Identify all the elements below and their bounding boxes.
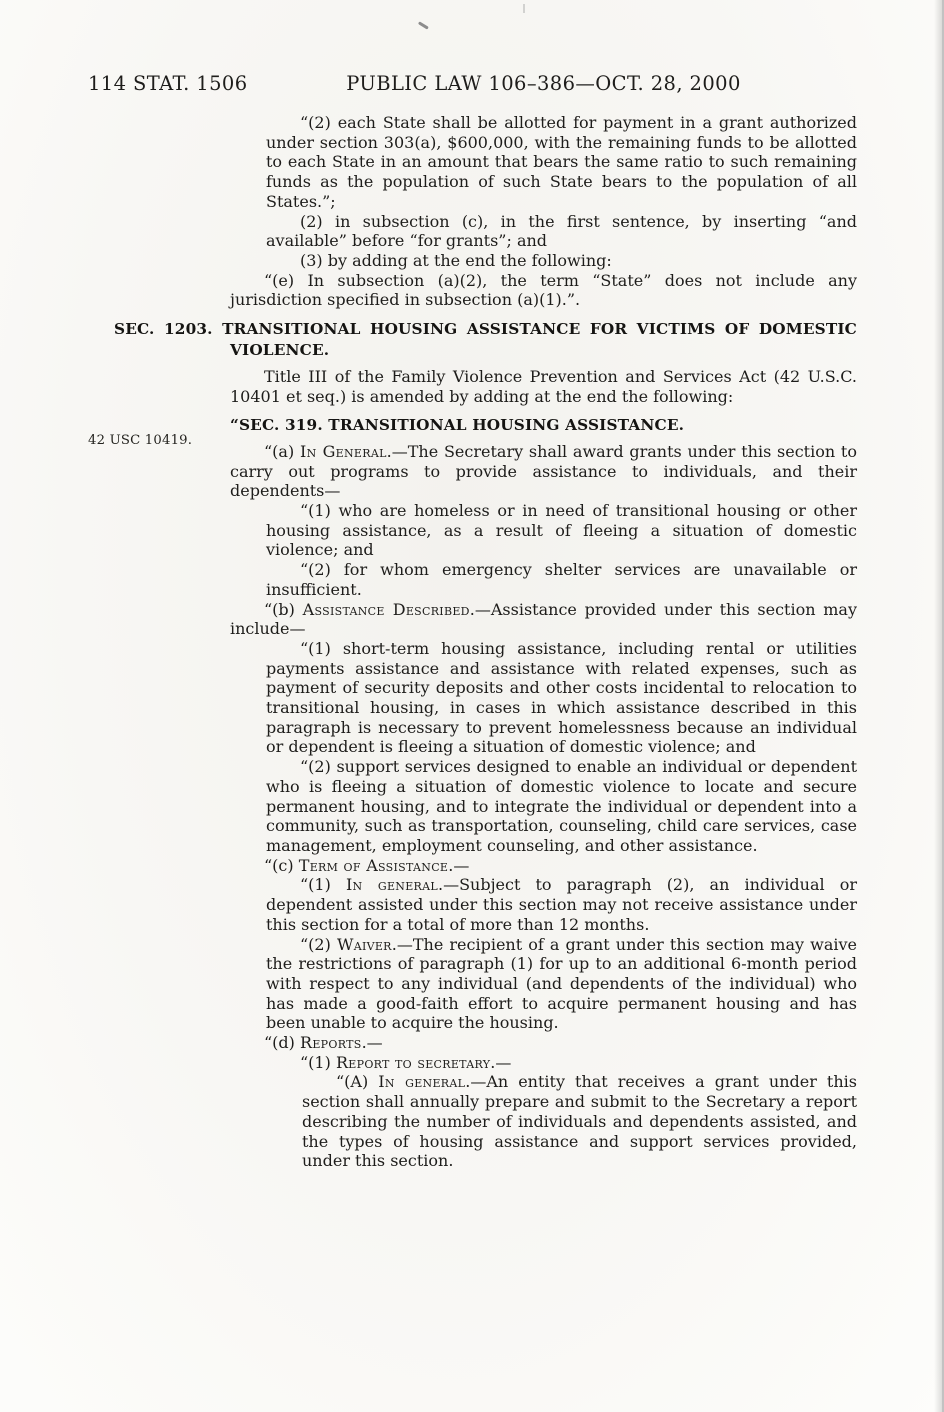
text-run: .—The Secretary shall award grants under this section to carry out programs to provide assistance to individuals, and their dependents—: [230, 441, 857, 501]
para-d-1-a-in-general: [302, 1072, 857, 1171]
para-c-term-of-assistance: [230, 856, 857, 876]
small-caps-heading: Assistance Described: [302, 599, 470, 619]
para-d-reports: [230, 1033, 857, 1053]
text-run: “(2) each State shall be allotted for payment in a grant authorized under section 303(a), $600,000, with the remaining funds to be allotted to each State in an amount that bears the same ratio to such remaining funds as the population of such State bears to the population of all States.”;: [266, 113, 857, 211]
text-run: “(2): [300, 934, 337, 954]
para-amendment-2-subsection-c: [266, 212, 857, 251]
text-run: “(A): [336, 1072, 379, 1092]
text-run: .—: [361, 1033, 383, 1053]
para-amendment-3: [266, 251, 857, 271]
small-caps-heading: Term of Assistance: [298, 855, 449, 875]
text-run: “(2) for whom emergency shelter services are unavailable or insufficient.: [266, 560, 857, 599]
text-run: “(1): [300, 875, 346, 895]
text-run: .—: [448, 855, 470, 875]
public-law-title: PUBLIC LAW 106–386—OCT. 28, 2000: [346, 72, 741, 95]
text-run: “(b): [264, 599, 303, 619]
para-b-2-support-services: [266, 757, 857, 856]
small-caps-heading: In general: [345, 875, 438, 895]
para-b-assistance-described: [230, 600, 857, 639]
small-caps-heading: In General: [299, 441, 387, 461]
para-a-in-general: [230, 442, 857, 501]
text-run: .—: [490, 1052, 512, 1072]
para-c-2-waiver: [266, 935, 857, 1034]
small-caps-heading: In general: [378, 1072, 466, 1092]
sec-319-heading: [230, 415, 857, 436]
text-run: (2) in subsection (c), in the first sentence, by inserting “and available” before “for grants”; and: [266, 211, 857, 251]
para-title-iii-amended: [230, 367, 857, 406]
text-run: SEC. 1203. TRANSITIONAL HOUSING ASSISTANCE FOR VICTIMS OF DOMESTIC VIOLENCE.: [114, 320, 857, 359]
small-caps-heading: Report to secretary: [335, 1052, 491, 1072]
para-b-1-short-term: [266, 639, 857, 757]
scan-artifact-tick: [523, 4, 525, 13]
text-run: “(2) support services designed to enable an individual or dependent who is fleeing a situation of domestic violence to locate and secure permanent housing, and to integrate the individual or dependent into a community, such as transportation, counseling, child care services, case management, employment counseling, and other assistance.: [266, 757, 857, 855]
para-c-1-in-general: [266, 875, 857, 934]
text-run: (3) by adding at the end the following:: [300, 250, 612, 270]
para-amendment-2-state-allotment: [266, 113, 857, 212]
para-d-1-report-to-secretary: [266, 1053, 857, 1073]
para-subsection-e: [230, 271, 857, 310]
small-caps-heading: Reports: [300, 1033, 362, 1053]
text-run: “SEC. 319. TRANSITIONAL HOUSING ASSISTANCE.: [230, 416, 685, 435]
text-run: Title III of the Family Violence Prevention and Services Act (42 U.S.C. 10401 et seq.) is amended by adding at the end the following:: [230, 367, 857, 406]
text-run: “(a): [264, 441, 300, 461]
text-run: .—Assistance provided under this section may include—: [230, 599, 857, 639]
text-run: .—The recipient of a grant under this section may waive the restrictions of paragraph (1) for up to an additional 6-month period with respect to any individual (and dependents of the individual) who has made a good-faith effort to acquire permanent housing and has been unable to acquire the housing.: [266, 934, 857, 1033]
text-run: “(1) short-term housing assistance, including rental or utilities payments assistance and assistance with related expenses, such as payment of security deposits and other costs incidental to relocation to transitional housing, in cases in which assistance described in this paragraph is necessary to prevent homelessness because an individual or dependent is fleeing a situation of domestic violence; and: [266, 638, 857, 757]
text-run: “(c): [264, 855, 299, 875]
para-a-1-homeless: [266, 501, 857, 560]
running-head: [0, 72, 944, 98]
statute-page-number: 114 STAT. 1506: [88, 72, 248, 95]
sec-1203-heading: [114, 319, 857, 360]
small-caps-heading: Waiver: [336, 934, 392, 954]
text-run: “(e) In subsection (a)(2), the term “State” does not include any jurisdiction specified in subsection (a)(1).”.: [230, 270, 857, 310]
text-run: “(d): [264, 1033, 300, 1053]
uscode-margin-note: 42 USC 10419.: [88, 433, 193, 448]
text-run: “(1) who are homeless or in need of transitional housing or other housing assistance, as a result of fleeing a situation of domestic violence; and: [266, 501, 857, 560]
scan-artifact-mark: [418, 21, 429, 29]
para-a-2-emergency-shelter: [266, 560, 857, 599]
text-run: “(1): [300, 1052, 336, 1072]
text-run: .—Subject to paragraph (2), an individual or dependent assisted under this section may not receive assistance under this section for a total of more than 12 months.: [266, 875, 857, 934]
text-run: .—An entity that receives a grant under this section shall annually prepare and submit to the Secretary a report describing the number of individuals and dependents assisted, and the types of housing assistance and support services provided, under this section.: [302, 1072, 857, 1171]
